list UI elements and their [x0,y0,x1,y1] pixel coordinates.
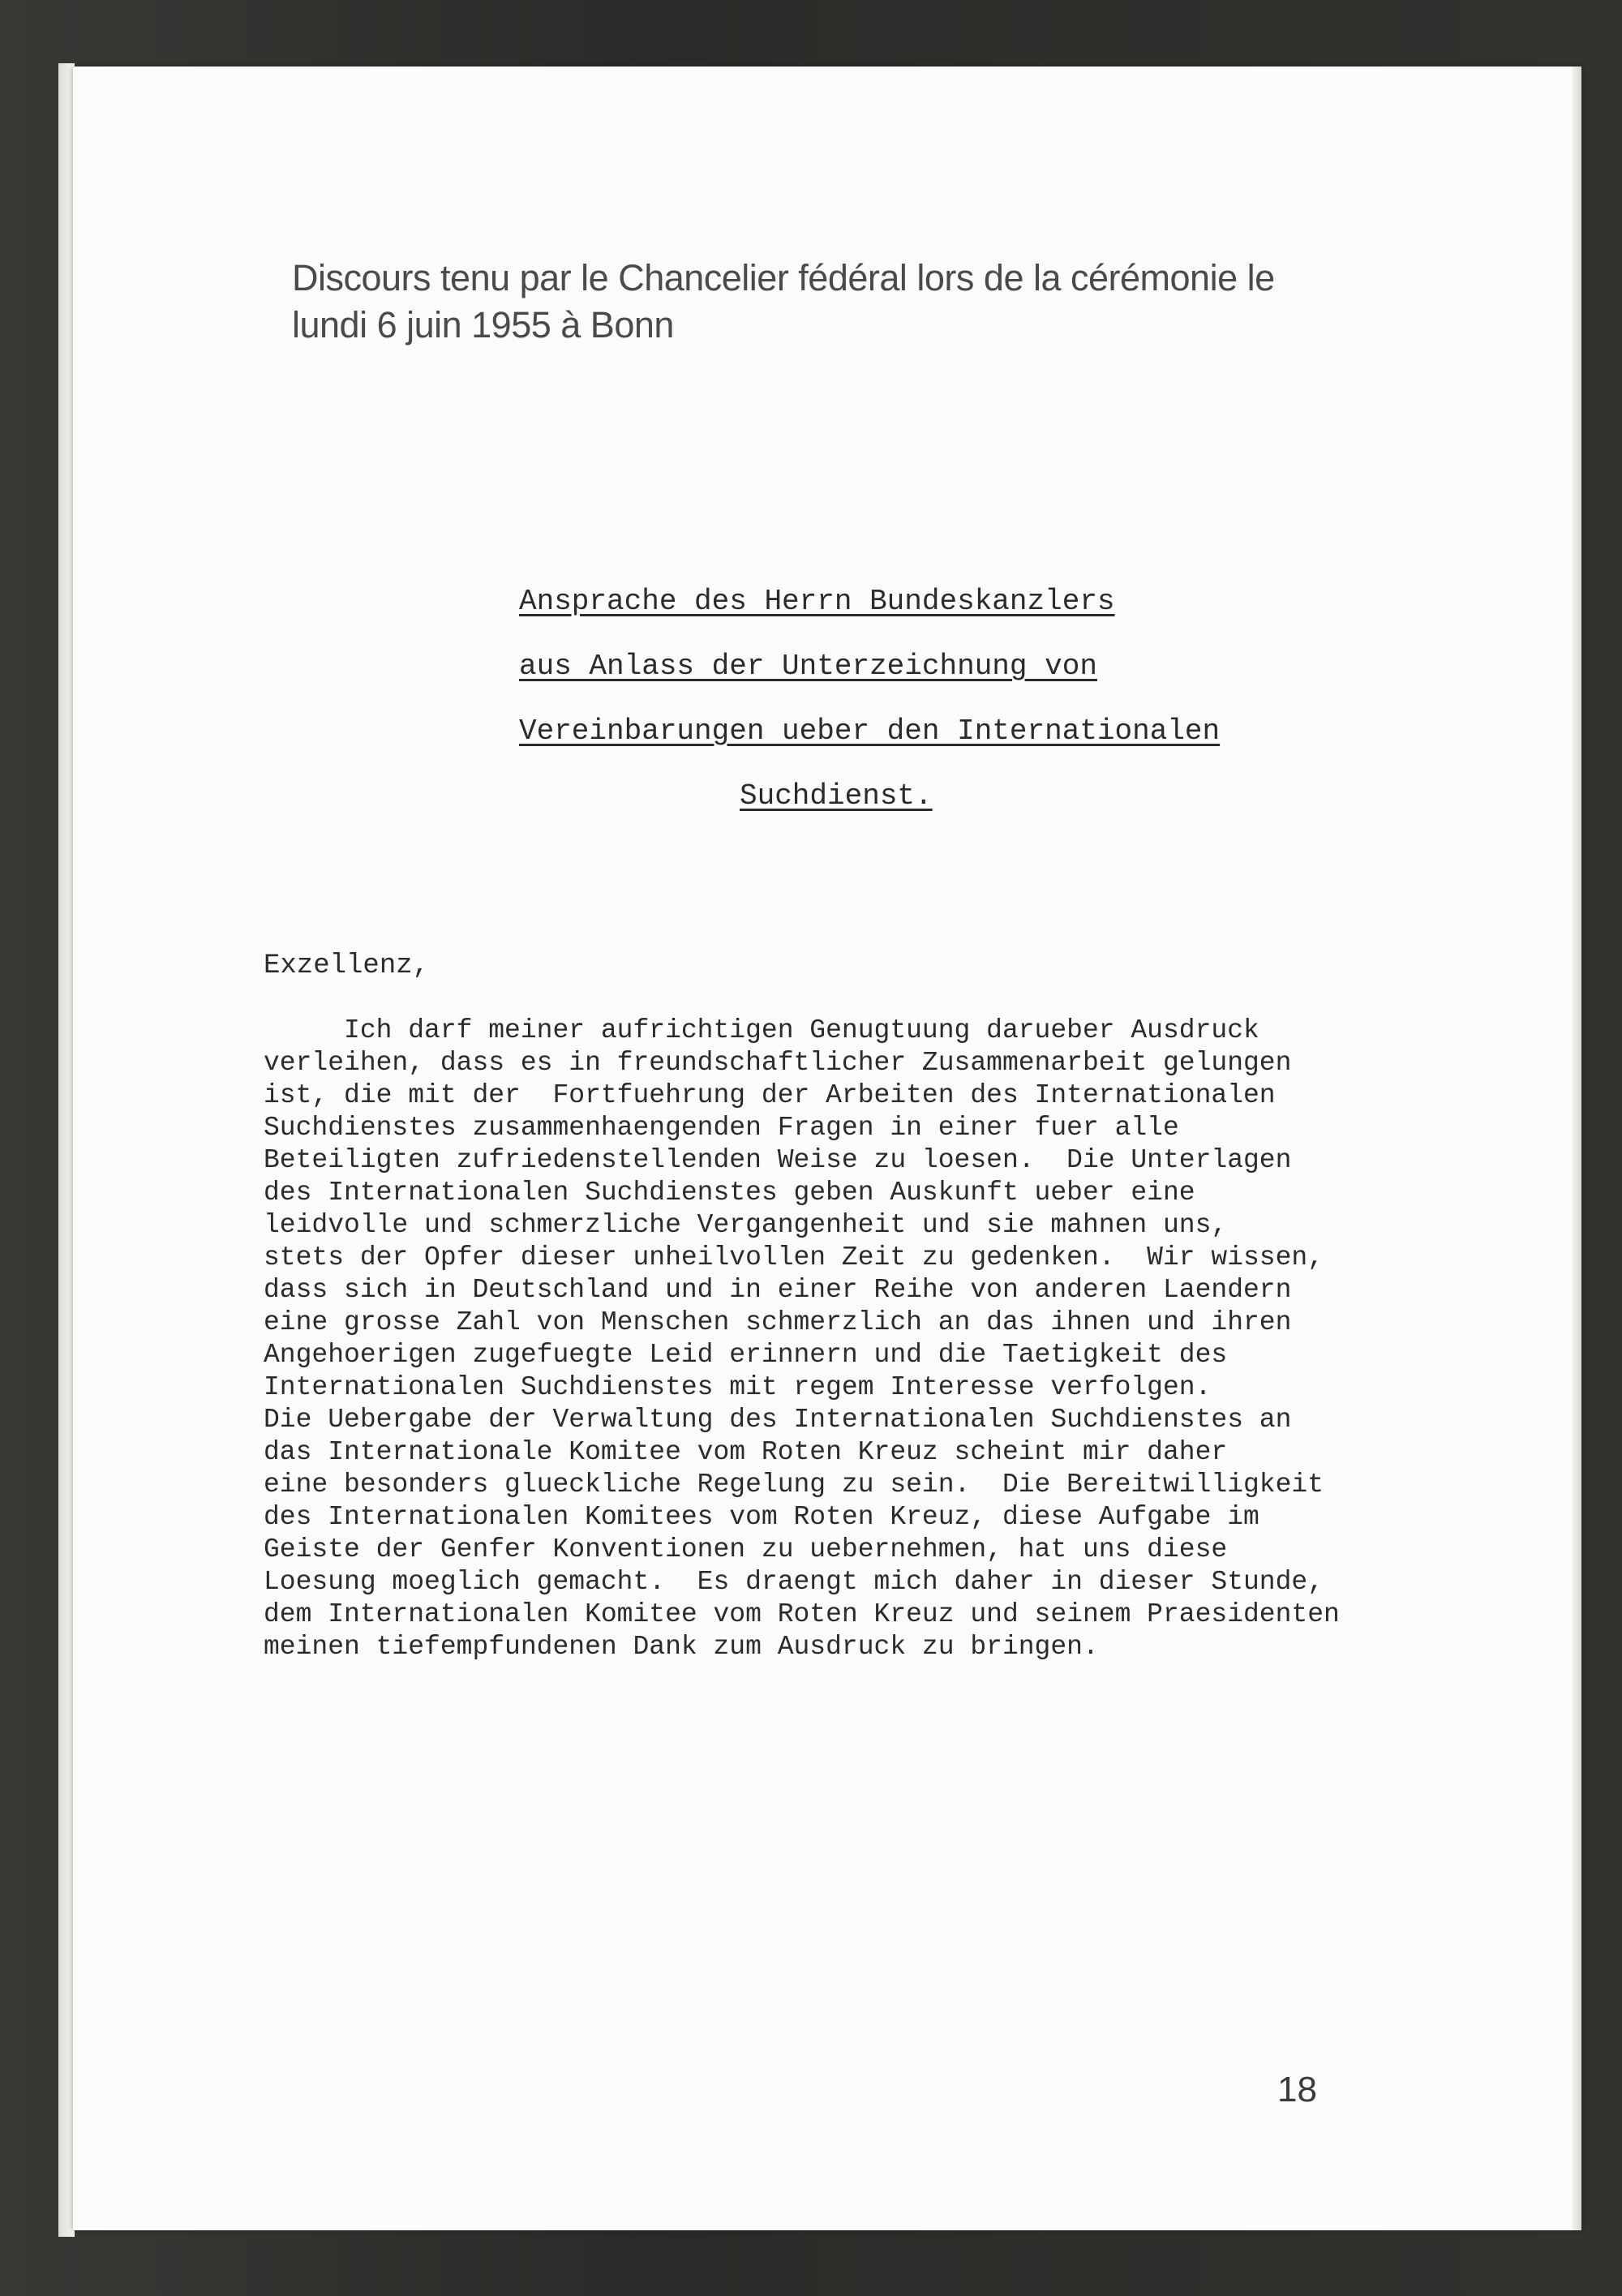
body-line: des Internationalen Suchdienstes geben Auskunft ueber eine [264,1178,1195,1208]
body-line: meinen tiefempfundenen Dank zum Ausdruck zu bringen. [264,1632,1099,1662]
body-line: Internationalen Suchdienstes mit regem Interesse verfolgen. [264,1372,1212,1402]
french-caption-line-1: Discours tenu par le Chancelier fédéral lors de la cérémonie le [292,257,1275,298]
body-line: Beteiligten zufriedenstellenden Weise zu loesen. Die Unterlagen [264,1145,1292,1175]
title-line-1: Ansprache des Herrn Bundeskanzlers [519,585,1115,618]
binding-edge [58,63,75,2237]
body-line: Die Uebergabe der Verwaltung des Internationalen Suchdienstes an [264,1405,1292,1435]
body-line: Loesung moeglich gemacht. Es draengt mich daher in dieser Stunde, [264,1567,1324,1597]
body-line: das Internationale Komitee vom Roten Kreuz scheint mir daher [264,1437,1228,1467]
salutation: Exzellenz, [264,951,430,981]
title-line-3: Vereinbarungen ueber den Internationalen [519,715,1221,748]
body-line: verleihen, dass es in freundschaftlicher Zusammenarbeit gelungen [264,1048,1292,1078]
body-line: stets der Opfer dieser unheilvollen Zeit zu gedenken. Wir wissen, [264,1242,1324,1272]
body-line: Geiste der Genfer Konventionen zu uebernehmen, hat uns diese [264,1534,1228,1564]
body-line: Ich darf meiner aufrichtigen Genugtuung darueber Ausdruck [264,1015,1259,1045]
page-right-edge [1572,67,1581,2230]
french-caption-line-2: lundi 6 juin 1955 à Bonn [292,304,674,345]
body-line: leidvolle und schmerzliche Vergangenheit und sie mahnen uns, [264,1210,1228,1240]
body-line: Angehoerigen zugefuegte Leid erinnern und die Taetigkeit des [264,1340,1228,1370]
body-line: dem Internationalen Komitee vom Roten Kreuz und seinem Praesidenten [264,1599,1340,1629]
document-page [73,67,1581,2230]
body-line: Suchdienstes zusammenhaengenden Fragen in einer fuer alle [264,1113,1179,1143]
body-line: dass sich in Deutschland und in einer Reihe von anderen Laendern [264,1275,1292,1305]
body-line: eine besonders glueckliche Regelung zu sein. Die Bereitwilligkeit [264,1470,1324,1500]
page-number: 18 [1277,2070,1317,2109]
title-line-4: Suchdienst. [740,779,933,813]
french-caption [292,255,1444,349]
title-line-2: aus Anlass der Unterzeichnung von [519,650,1097,683]
body-line: eine grosse Zahl von Menschen schmerzlich an das ihnen und ihren [264,1307,1292,1337]
body-line: ist, die mit der Fortfuehrung der Arbeiten des Internationalen [264,1080,1276,1110]
body-line: des Internationalen Komitees vom Roten Kreuz, diese Aufgabe im [264,1502,1259,1532]
